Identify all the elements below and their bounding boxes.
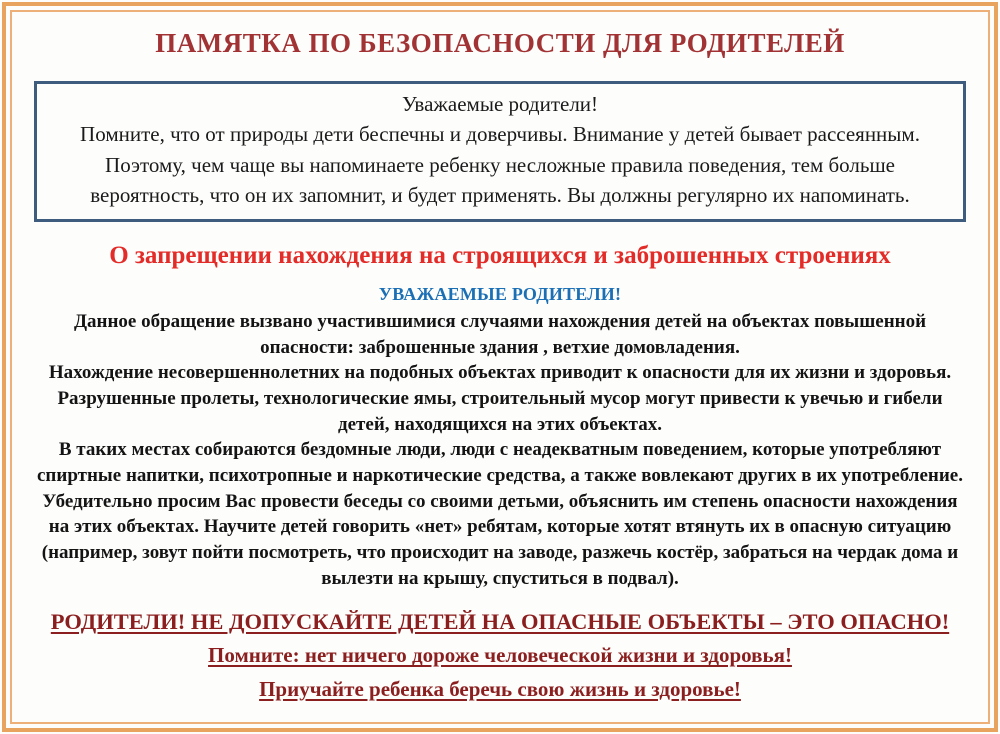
section-subheading: УВАЖАЕМЫЕ РОДИТЕЛИ! bbox=[378, 283, 622, 304]
warning-line-1: РОДИТЕЛИ! НЕ ДОПУСКАЙТЕ ДЕТЕЙ НА ОПАСНЫЕ ОБЪЕКТЫ – ЭТО ОПАСНО! bbox=[50, 609, 950, 635]
warning-line-2: Помните: нет ничего дороже человеческой жизни и здоровья! bbox=[208, 643, 792, 668]
intro-text: Помните, что от природы дети беспечны и доверчивы. Внимание у детей бывает рассеянным. Поэтому, чем чаще вы напоминаете ребенку несложные правила поведения, тем больше вероятность, что он их запомнит, и будет применять. Вы должны регулярно их напоминать. bbox=[80, 122, 920, 208]
body-paragraph-1: Данное обращение вызвано участившимися случаями нахождения детей на объектах повышенной опасности: заброшенные здания , ветхие домовладения. bbox=[73, 311, 927, 358]
body-paragraph-3: В таких местах собираются бездомные люди, люди с неадекватным поведением, которые употребляют спиртные напитки, психотропные и наркотические средства, а также вовлекают других в их употребление. bbox=[37, 439, 963, 486]
page-title: ПАМЯТКА ПО БЕЗОПАСНОСТИ ДЛЯ РОДИТЕЛЕЙ bbox=[155, 28, 845, 58]
intro-salutation: Уважаемые родители! bbox=[401, 92, 599, 117]
intro-box bbox=[34, 81, 966, 222]
body-paragraph-4: Убедительно просим Вас провести беседы со своими детьми, объяснить им степень опасности нахождения на этих объектах. Научите детей говорить «нет» ребятам, которые хотят втянуть их в опасную ситуацию (например, зовут пойти посмотреть, что происходит на заводе, разжечь костёр, забраться на чердак дома и вылезти на крышу, спуститься в подвал). bbox=[41, 490, 959, 589]
section-heading: О запрещении нахождения на строящихся и заброшенных строениях bbox=[109, 241, 891, 269]
section-body bbox=[32, 309, 968, 591]
body-paragraph-2: Нахождение несовершеннолетних на подобных объектах приводит к опасности для их жизни и здоровья. Разрушенные пролеты, технологические ямы, строительный мусор могут привести к увечью и гибели детей, находящихся на этих объектах. bbox=[48, 362, 952, 435]
footer-warnings bbox=[32, 607, 968, 703]
memo-content bbox=[12, 12, 988, 722]
warning-line-3: Приучайте ребенка беречь свою жизнь и здоровье! bbox=[259, 676, 741, 701]
